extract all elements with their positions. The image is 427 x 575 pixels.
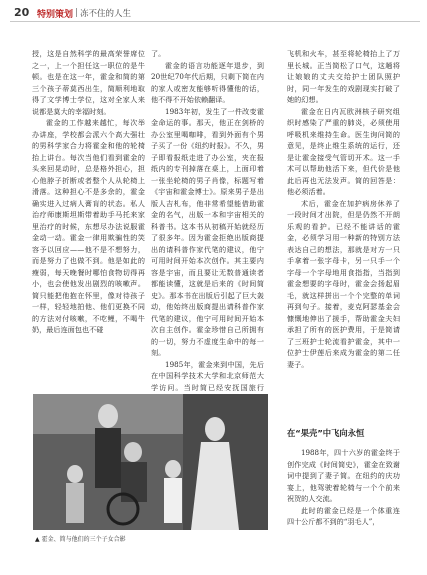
caption-triangle-icon: ▲ xyxy=(35,536,40,543)
paragraph: 授，这是自然科学的最高荣誉席位之一，上一个担任这一职位的是牛顿。也是在这一年，霍金和简的第三个孩子蒂莫西出生，简顺利地取得了文学博士学位，这对全家人来说都是莫大的幸福时刻。 xyxy=(32,49,145,116)
page-header xyxy=(10,6,420,20)
page-number: 20 xyxy=(14,6,30,19)
paragraph: 此时的霍金已经是一个体重连四十公斤都不到的“羽毛人”， xyxy=(287,505,400,526)
article-subtitle: 冻不住的人生 xyxy=(80,9,132,19)
section-subheading: 在“果壳”中飞向永恒 xyxy=(287,428,365,438)
paragraph: 了。 xyxy=(151,49,166,58)
paragraph: 1983年初，发生了一件改变霍金命运的事。那天，他正在剑桥的办公室里喝咖啡，看到外面有个男子买了一份《纽约时报》。不久，男子即看报纸走进了办公室，夹在报纸内的专刊掉落在桌上，上面印着一张坐轮椅的男子肖像，标题写着《宇宙和霍金博士》。原来男子是出版人吉札布，他非常希望能借助霍金的名气，出版一本和宇宙相关的科普书。这本书从初稿开始就经历了很多年。因为霍金拒绝出版商提出的请科普作家代笔的建议，他宁可用时间开始本次创作。其主要内容是宇宙，而且要让无数普通读者都能读懂，这就是后来的《时间简史》。那本书在出版后引起了巨大轰动，他始终出版商提出请科普作家代笔的建议，他宁可用时间开始本次自主创作。霍金珍惜自己所拥有的一切，努力不虚度生命中的每一刻。 xyxy=(151,106,264,357)
family-photo-illustration xyxy=(33,394,268,530)
text-column-3 xyxy=(287,48,400,370)
section-title: 特别策划 xyxy=(37,10,74,20)
photo-caption xyxy=(35,534,265,543)
text-column-3-continued xyxy=(287,447,400,528)
paragraph: 霍金的工作越来越忙，每次举办讲座，学校都会派六个高大强壮的男科学家合力将霍金和他的轮椅抬上讲台。每次当他们看到霍金的头来回晃动时，总是格外担心，担心他脖子折断或者整个人从轮椅上滑落。这种担心不是多余的，霍金确实进入过病人膏肓的状态。私人治疗师康斯坦斯带着助手马托来家里治疗的时候，东想尽办法说服霍金动一动。霍金一律用欺骗性的笑容予以回应——他不是不想努力，而是努力了也做不到。他是如此的瘦弱，每天晚餐时哪怕食物切得再小，也会使他发出剧烈的咳嗽声。简只能把他抱在怀里，像对待孩子一样，轻轻地拍他、他们更换不同的方法对付咳嗽，不吃鲤，不喝牛奶，最后连面包也不碰 xyxy=(32,118,145,334)
paragraph: 霍金在日内瓦欧洲核子研究组织时感染了严重的肺炎，必须使用呼吸机来维持生命。医生询问简的意见，是终止维生系统的运行，还是让霍金接受气管切开术。这一手术可以帮助他活下来，但代价是他此后再也无法发声。简的回答是：他必须活着。 xyxy=(287,106,400,196)
family-photo xyxy=(33,394,268,530)
text-column-1 xyxy=(32,48,145,336)
paragraph: 霍金的语言功能逐年退步，到20世纪70年代后期，只剩下简在内的家人或密友能够听得懂他的话，他不得不开始依赖翻译。 xyxy=(151,60,264,104)
caption-text: 霍金、简与他们的三个子女合影 xyxy=(41,536,126,543)
header-rule xyxy=(10,21,420,22)
text-column-2 xyxy=(151,48,264,416)
paragraph: 飞机和火车，甚至将轮椅抬上了万里长城。正当简松了口气，这趟将让娘娘的丈夫交给护士团队照护时，同一年发生的戏剧现实打破了她的幻想。 xyxy=(287,49,400,104)
paragraph: 1988年，四十六岁的霍金终于创作完成《时间简史》，霍金在致谢词中提到了妻子简。在纽约的庆功宴上，他驾驶着轮椅与一个个前来祝贺的人交流。 xyxy=(287,448,400,503)
paragraph: 1985年，霍金来到中国，先后在中国科学技术大学和北京师范大学访问。当时简已经安抚国旅行 xyxy=(151,359,264,392)
paragraph: 术后，霍金在加护病房休养了一段时间才出院，但是仍然不开朗乐观的看护。已经不能讲话的霍金，必须学习用一种新的特别方法表达自己的想法，那就是对方一只手拿着一张字母卡，另一只手一个字母一个字母地用食指指，当指到霍金想要的字母时，霍金会扬起眉毛，就这样拼出一个个完整的单词再到句子。接着，麦克阿瑟基金会慷慨地伸出了援手，帮助霍金夫妇承担了所有的医护费用，于是简请了三班护士轮流看护霍金，其中一位护士伊莲后来成为霍金的第二任妻子。 xyxy=(287,198,400,369)
header-separator xyxy=(76,8,77,17)
